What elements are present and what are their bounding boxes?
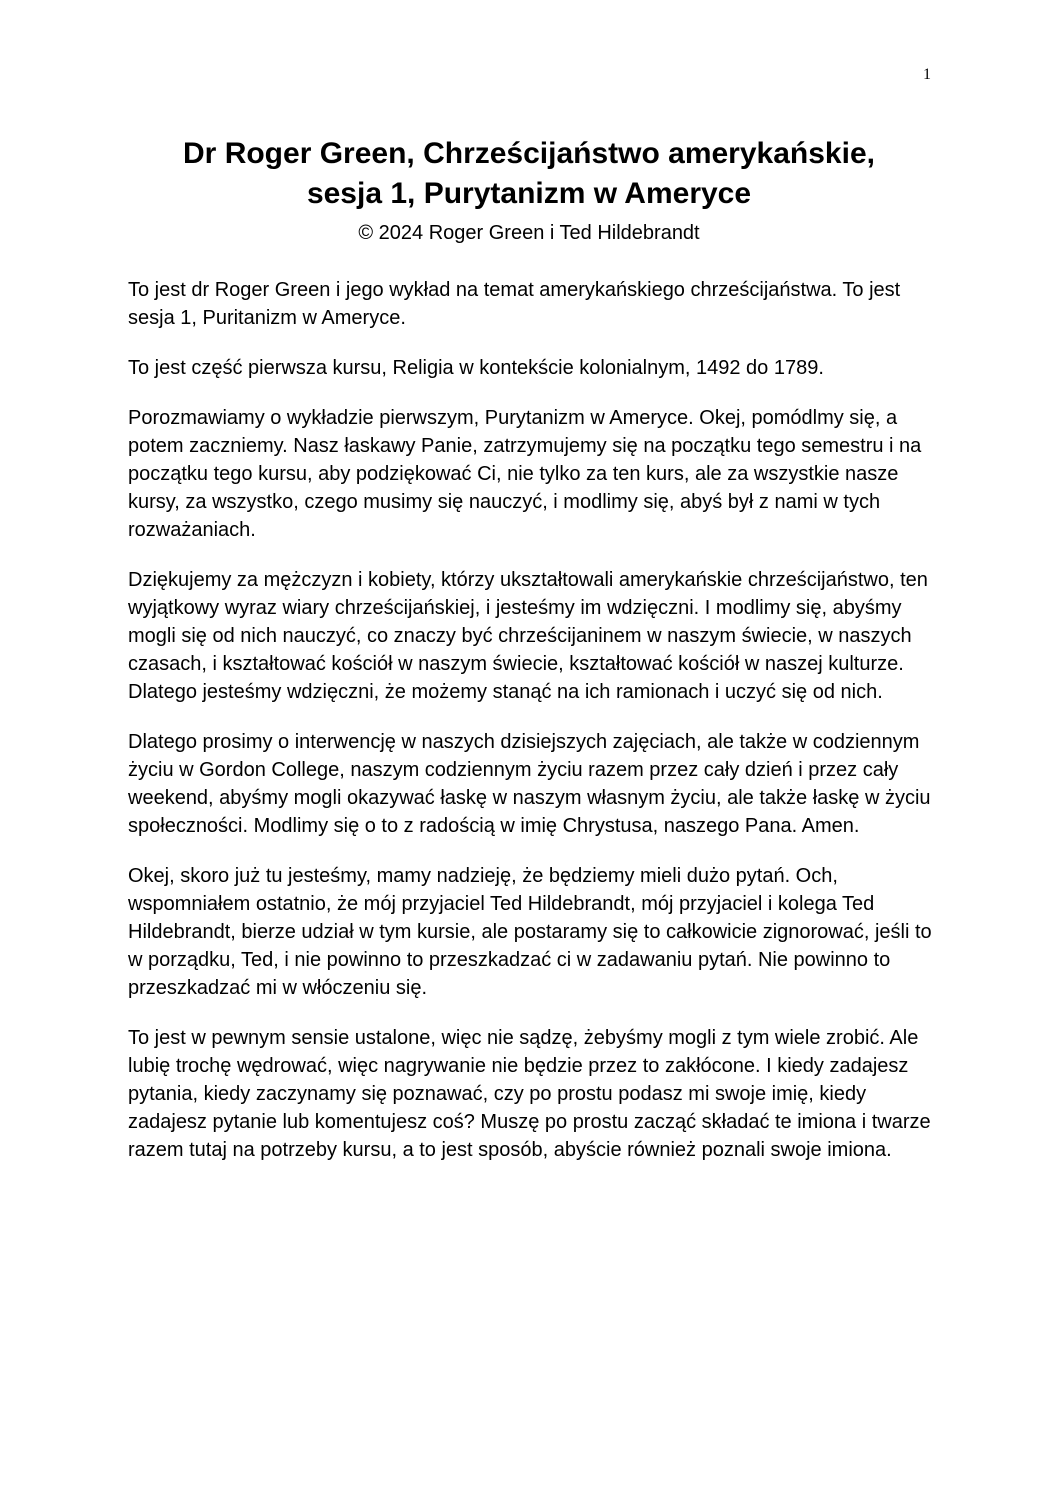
paragraph: To jest w pewnym sensie ustalone, więc nie sądzę, żebyśmy mogli z tym wiele zrobić. Ale lubię trochę wędrować, więc nagrywanie nie będzie przez to zakłócone. I kiedy zadajesz pytania, kiedy zaczynamy się poznawać, czy po prostu podasz mi swoje imię, kiedy zadajesz pytanie lub komentujesz coś? Muszę po prostu zacząć składać te imiona i twarze razem tutaj na potrzeby kursu, a to jest sposób, abyście również poznali swoje imiona.	[128, 1027, 931, 1161]
title-line-1: Dr Roger Green, Chrześcijaństwo amerykańskie,	[183, 137, 875, 170]
paragraph: To jest dr Roger Green i jego wykład na temat amerykańskiego chrześcijaństwa. To jest sesja 1, Puritanizm w Ameryce.	[128, 279, 901, 329]
paragraph: Dziękujemy za mężczyzn i kobiety, którzy ukształtowali amerykańskie chrześcijaństwo, ten wyjątkowy wyraz wiary chrześcijańskiej, i jesteśmy im wdzięczni. I modlimy się, abyśmy mogli się od nich nauczyć, co znaczy być chrześcijaninem w naszym świecie, w naszych czasach, i kształtować kościół w naszym świecie, kształtować kościół w naszej kulturze. Dlatego jesteśmy wdzięczni, że możemy stanąć na ich ramionach i uczyć się od nich.	[128, 569, 928, 703]
paragraph: Dlatego prosimy o interwencję w naszych dzisiejszych zajęciach, ale także w codziennym życiu w Gordon College, naszym codziennym życiu razem przez cały dzień i przez cały weekend, abyśmy mogli okazywać łaskę w naszym własnym życiu, ale także łaskę w życiu społeczności. Modlimy się o to z radością w imię Chrystusa, naszego Pana. Amen.	[128, 731, 931, 837]
title-line-2: sesja 1, Purytanizm w Ameryce	[306, 177, 752, 210]
document-title	[100, 134, 958, 214]
page-number: 1	[923, 66, 931, 83]
document-body	[128, 276, 940, 1186]
copyright-line: © 2024 Roger Green i Ted Hildebrandt	[358, 222, 700, 244]
paragraph: To jest część pierwsza kursu, Religia w kontekście kolonialnym, 1492 do 1789.	[128, 357, 824, 379]
paragraph: Porozmawiamy o wykładzie pierwszym, Purytanizm w Ameryce. Okej, pomódlmy się, a potem zaczniemy. Nasz łaskawy Panie, zatrzymujemy się na początku tego semestru i na początku tego kursu, aby podziękować Ci, nie tylko za ten kurs, ale za wszystkie nasze kursy, za wszystko, czego musimy się nauczyć, i modlimy się, abyś był z nami w tych rozważaniach.	[128, 407, 922, 541]
paragraph: Okej, skoro już tu jesteśmy, mamy nadzieję, że będziemy mieli dużo pytań. Och, wspomniałem ostatnio, że mój przyjaciel Ted Hildebrandt, mój przyjaciel i kolega Ted Hildebrandt, bierze udział w tym kursie, ale postaramy się to całkowicie zignorować, jeśli to w porządku, Ted, i nie powinno to przeszkadzać ci w zadawaniu pytań. Nie powinno to przeszkadzać mi w włóczeniu się.	[128, 865, 932, 999]
